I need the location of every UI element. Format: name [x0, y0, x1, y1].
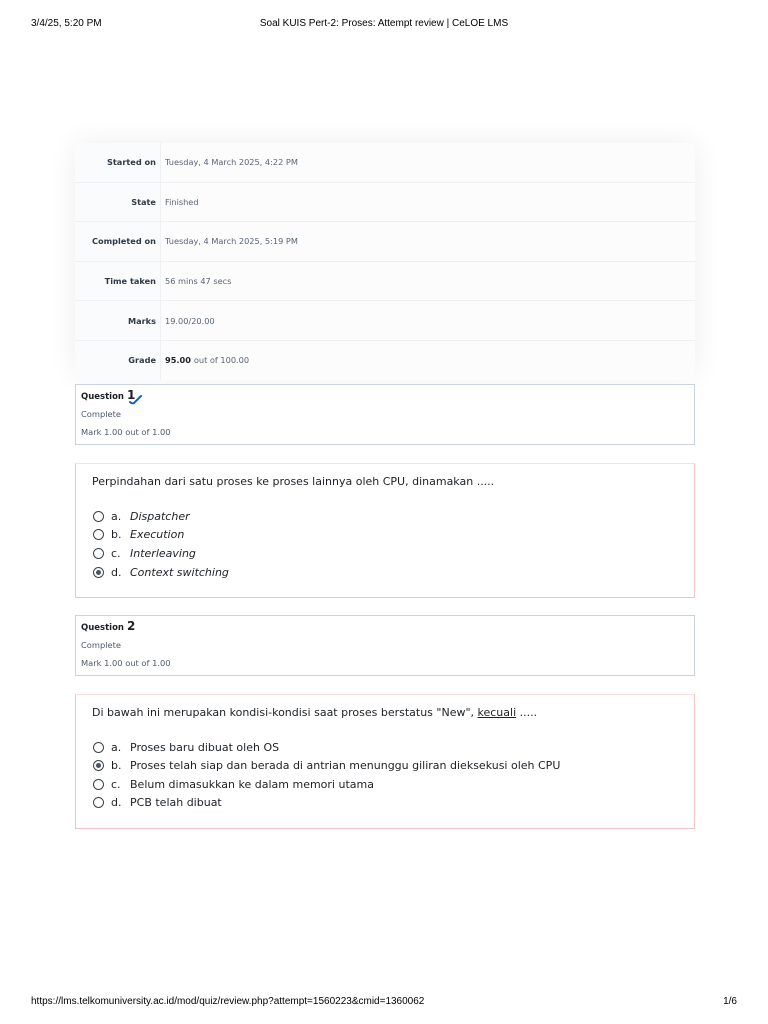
- question-text-ellipsis: .....: [516, 706, 538, 719]
- print-page-title: Soal KUIS Pert-2: Proses: Attempt review | CeLOE LMS: [259, 18, 509, 29]
- radio-button[interactable]: [93, 529, 104, 540]
- summary-label: Time taken: [75, 262, 161, 301]
- summary-value: Tuesday, 4 March 2025, 4:22 PM: [161, 143, 695, 182]
- question-text: Perpindahan dari satu proses ke proses lainnya oleh CPU, dinamakan .....: [92, 475, 495, 488]
- print-url: https://lms.telkomuniversity.ac.id/mod/quiz/review.php?attempt=1560223&cmid=1360062: [31, 996, 425, 1007]
- question-label: Question: [81, 392, 124, 402]
- option-text: PCB telah dibuat: [130, 795, 222, 809]
- summary-label: Started on: [75, 143, 161, 182]
- question-state: Complete: [81, 640, 121, 650]
- summary-label: State: [75, 183, 161, 222]
- summary-label: Completed on: [75, 222, 161, 261]
- option-letter: c.: [111, 546, 121, 560]
- summary-value: Tuesday, 4 March 2025, 5:19 PM: [161, 222, 695, 261]
- summary-label: Marks: [75, 301, 161, 340]
- summary-row-completed-on: [75, 222, 695, 262]
- question-number-value: 1: [126, 388, 136, 402]
- question-text: [92, 706, 537, 719]
- print-page-number: 1/6: [723, 996, 737, 1007]
- summary-row-state: [75, 183, 695, 223]
- option-b[interactable]: [93, 757, 560, 773]
- option-a[interactable]: [93, 508, 190, 524]
- summary-row-started-on: [75, 143, 695, 183]
- summary-row-time-taken: [75, 262, 695, 302]
- question-text-main: Di bawah ini merupakan kondisi-kondisi saat proses berstatus "New",: [92, 706, 478, 719]
- question-number-value: 2: [126, 619, 136, 633]
- attempt-summary-table: [75, 143, 695, 375]
- option-text: Interleaving: [130, 546, 196, 560]
- option-letter: c.: [111, 777, 121, 791]
- radio-button[interactable]: [93, 779, 104, 790]
- option-b[interactable]: [93, 526, 184, 542]
- option-text: Proses telah siap dan berada di antrian menunggu giliran dieksekusi oleh CPU: [130, 758, 561, 772]
- question-mark: Mark 1.00 out of 1.00: [81, 427, 171, 437]
- option-text: Belum dimasukkan ke dalam memori utama: [130, 777, 374, 791]
- radio-button[interactable]: [93, 548, 104, 559]
- summary-row-marks: [75, 301, 695, 341]
- question-number: [81, 388, 135, 402]
- option-text: Proses baru dibuat oleh OS: [130, 740, 280, 754]
- summary-value: [161, 341, 695, 380]
- question-number: [81, 619, 135, 633]
- radio-button-selected[interactable]: [93, 760, 104, 771]
- radio-button[interactable]: [93, 797, 104, 808]
- option-text: Dispatcher: [130, 509, 190, 523]
- option-a[interactable]: [93, 739, 279, 755]
- summary-row-grade: [75, 341, 695, 380]
- option-d[interactable]: [93, 564, 229, 580]
- question-2-info: [75, 615, 695, 676]
- summary-label: Grade: [75, 341, 161, 380]
- option-letter: b.: [111, 758, 122, 772]
- question-state: Complete: [81, 409, 121, 419]
- option-letter: a.: [111, 740, 122, 754]
- option-c[interactable]: [93, 776, 374, 792]
- summary-value: Finished: [161, 183, 695, 222]
- question-1-content: [75, 463, 695, 598]
- question-label: Question: [81, 623, 124, 633]
- grade-out-of: out of 100.00: [193, 355, 250, 366]
- summary-value: 19.00/20.00: [161, 301, 695, 340]
- radio-button-selected[interactable]: [93, 567, 104, 578]
- question-text-emphasis: kecuali: [477, 706, 517, 719]
- option-d[interactable]: [93, 794, 222, 810]
- checkmark-icon: [129, 394, 143, 408]
- radio-button[interactable]: [93, 511, 104, 522]
- summary-value: 56 mins 47 secs: [161, 262, 695, 301]
- option-c[interactable]: [93, 545, 196, 561]
- radio-button[interactable]: [93, 742, 104, 753]
- question-1-info: [75, 384, 695, 445]
- question-2-content: [75, 694, 695, 829]
- option-letter: d.: [111, 565, 122, 579]
- option-text: Context switching: [130, 565, 229, 579]
- option-letter: a.: [111, 509, 122, 523]
- question-mark: Mark 1.00 out of 1.00: [81, 658, 171, 668]
- print-datetime: 3/4/25, 5:20 PM: [31, 18, 102, 29]
- grade-score: 95.00: [165, 355, 191, 366]
- option-letter: b.: [111, 527, 122, 541]
- option-letter: d.: [111, 795, 122, 809]
- option-text: Execution: [130, 527, 185, 541]
